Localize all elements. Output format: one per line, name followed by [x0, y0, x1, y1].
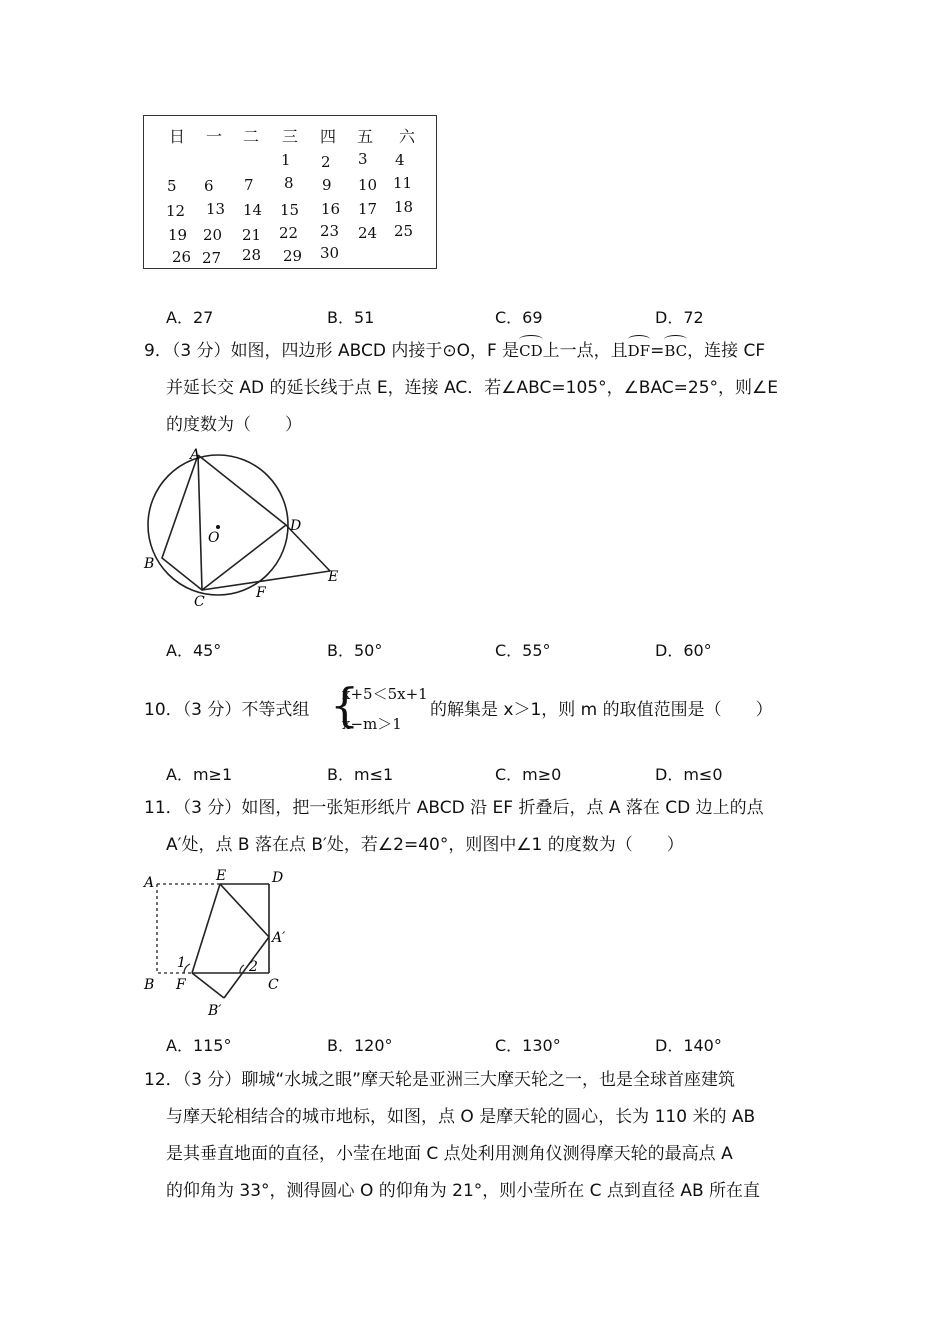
calendar-day: 28 — [242, 246, 262, 264]
q11-question-line2: A′处，点 B 落在点 B′处，若∠2=40°，则图中∠1 的度数为（ ） — [166, 835, 684, 855]
q12-question-line4: 的仰角为 33°，测得圆心 O 的仰角为 21°，则小莹所在 C 点到直径 AB 所在直 — [166, 1181, 761, 1201]
q11-question-line1 — [144, 797, 764, 819]
calendar-header: 四 — [320, 127, 337, 146]
segment-a-prime-b-prime — [224, 937, 269, 998]
q9-score: （3 分） — [171, 341, 231, 361]
label-f: F — [176, 977, 186, 993]
label-f: F — [256, 585, 266, 601]
q10-number: 10． — [144, 700, 183, 720]
segment-fb-prime — [192, 973, 224, 998]
calendar-header: 一 — [206, 127, 223, 146]
calendar-day: 2 — [321, 153, 331, 171]
label-angle-1: 1 — [177, 955, 186, 971]
calendar-day: 7 — [244, 176, 254, 194]
calendar-day: 5 — [167, 177, 177, 195]
center-o-dot — [216, 525, 220, 529]
calendar-day: 13 — [206, 200, 226, 218]
q11-option-a: A．115° — [166, 1036, 232, 1055]
q10-prefix — [144, 699, 309, 721]
calendar-header: 五 — [357, 127, 374, 146]
calendar-header: 日 — [169, 127, 186, 146]
segment-ac — [198, 455, 202, 590]
calendar-day: 9 — [322, 176, 332, 194]
label-c: C — [268, 977, 279, 993]
q9-question-line3: 的度数为（ ） — [166, 415, 302, 435]
calendar-day: 4 — [395, 151, 405, 169]
label-e: E — [328, 569, 339, 585]
segment-ce — [202, 571, 330, 590]
label-c: C — [194, 594, 205, 610]
label-a: A — [190, 447, 201, 463]
q9-option-b: B．50° — [327, 641, 383, 660]
label-angle-2: 2 — [249, 959, 258, 975]
calendar-day: 12 — [166, 202, 186, 220]
q8-option-c: C．69 — [495, 308, 543, 327]
calendar-day: 22 — [279, 224, 299, 242]
calendar-day: 24 — [358, 224, 378, 242]
q12-score: （3 分） — [182, 1070, 242, 1090]
calendar-day: 30 — [320, 244, 340, 262]
q8-option-d: D．72 — [655, 308, 704, 327]
calendar-day: 15 — [280, 201, 300, 219]
q11-option-c: C．130° — [495, 1036, 561, 1055]
arc-df: DF — [627, 342, 651, 360]
label-d: D — [290, 518, 302, 534]
calendar-day: 11 — [393, 174, 413, 192]
calendar-day: 6 — [204, 177, 214, 195]
calendar-day: 27 — [202, 249, 222, 267]
system-brace: { — [330, 678, 360, 732]
calendar-day: 26 — [172, 248, 192, 266]
q11-option-d: D．140° — [655, 1036, 722, 1055]
calendar-day: 3 — [358, 150, 368, 168]
label-d: D — [272, 870, 284, 886]
q10-score: （3 分） — [182, 700, 242, 720]
q12-question-line2: 与摩天轮相结合的城市地标，如图，点 O 是摩天轮的圆心，长为 110 米的 AB — [166, 1107, 756, 1127]
q12-number: 12． — [144, 1070, 183, 1090]
calendar-day: 17 — [358, 200, 378, 218]
q9-option-d: D．60° — [655, 641, 712, 660]
q9-question-line2: 并延长交 AD 的延长线于点 E，连接 AC．若∠ABC=105°，∠BAC=25°，则∠E — [166, 378, 779, 398]
q10-option-a: A．m≥1 — [166, 765, 233, 784]
q9-question-line1 — [144, 340, 765, 362]
calendar-day: 20 — [203, 226, 223, 244]
label-o: O — [208, 530, 220, 546]
calendar-day: 25 — [394, 222, 414, 240]
calendar-header: 三 — [282, 127, 299, 146]
calendar-day: 14 — [243, 201, 263, 219]
calendar-day: 18 — [394, 198, 414, 216]
q9-text: 如图，四边形 ABCD 内接于⊙O，F 是 — [230, 341, 520, 361]
q8-option-a: A．27 — [166, 308, 214, 327]
label-a: A — [144, 875, 155, 891]
q9-option-c: C．55° — [495, 641, 551, 660]
q12-question-line1 — [144, 1069, 735, 1091]
q11-text: 如图，把一张矩形纸片 ABCD 沿 EF 折叠后，点 A 落在 CD 边上的点 — [241, 798, 764, 818]
calendar-day: 16 — [321, 200, 341, 218]
calendar-day: 19 — [168, 226, 188, 244]
q11-score: （3 分） — [182, 798, 242, 818]
q9-number: 9． — [144, 341, 172, 361]
q10-option-b: B．m≤1 — [327, 765, 394, 784]
q10-option-d: D．m≤0 — [655, 765, 723, 784]
q10-suffix: 的解集是 x＞1，则 m 的取值范围是（ ） — [430, 700, 773, 720]
calendar-day: 8 — [284, 174, 294, 192]
calendar-table — [143, 115, 437, 269]
q12-text: 聊城“水城之眼”摩天轮是亚洲三大摩天轮之一，也是全球首座建筑 — [241, 1070, 735, 1090]
q11-number: 11． — [144, 798, 183, 818]
q10-text: 不等式组 — [241, 700, 310, 720]
q10-option-c: C．m≥0 — [495, 765, 562, 784]
calendar-header: 六 — [399, 127, 416, 146]
q12-question-line3: 是其垂直地面的直径，小莹在地面 C 点处利用测角仪测得摩天轮的最高点 A — [166, 1144, 733, 1164]
q11-option-b: B．120° — [327, 1036, 393, 1055]
q9-text: 上一点，且 — [542, 341, 628, 361]
q9-text: = — [650, 341, 665, 361]
q9-circle-figure — [140, 445, 350, 615]
label-e: E — [216, 868, 227, 884]
segment-ea-prime — [220, 884, 269, 937]
inequality-1: x+5＜5x+1 — [342, 685, 428, 703]
calendar-day: 21 — [242, 226, 262, 244]
label-a-prime: A′ — [272, 930, 286, 946]
label-b: B — [144, 556, 155, 572]
calendar-header: 二 — [243, 127, 260, 146]
arc-cd: CD — [519, 342, 543, 360]
calendar-day: 10 — [358, 176, 378, 194]
q8-option-b: B．51 — [327, 308, 375, 327]
label-b-prime: B′ — [208, 1003, 222, 1019]
dashed-original-edges — [157, 884, 192, 973]
q11-fold-figure — [140, 865, 300, 1025]
calendar-day: 1 — [281, 151, 291, 169]
calendar-day: 29 — [283, 247, 303, 265]
q9-text: ，连接 CF — [687, 341, 766, 361]
calendar-day: 23 — [320, 222, 340, 240]
arc-bc: BC — [664, 342, 688, 360]
label-b: B — [144, 977, 155, 993]
inequality-2: x−m＞1 — [342, 715, 402, 733]
q9-option-a: A．45° — [166, 641, 222, 660]
segment-ef — [192, 884, 220, 973]
